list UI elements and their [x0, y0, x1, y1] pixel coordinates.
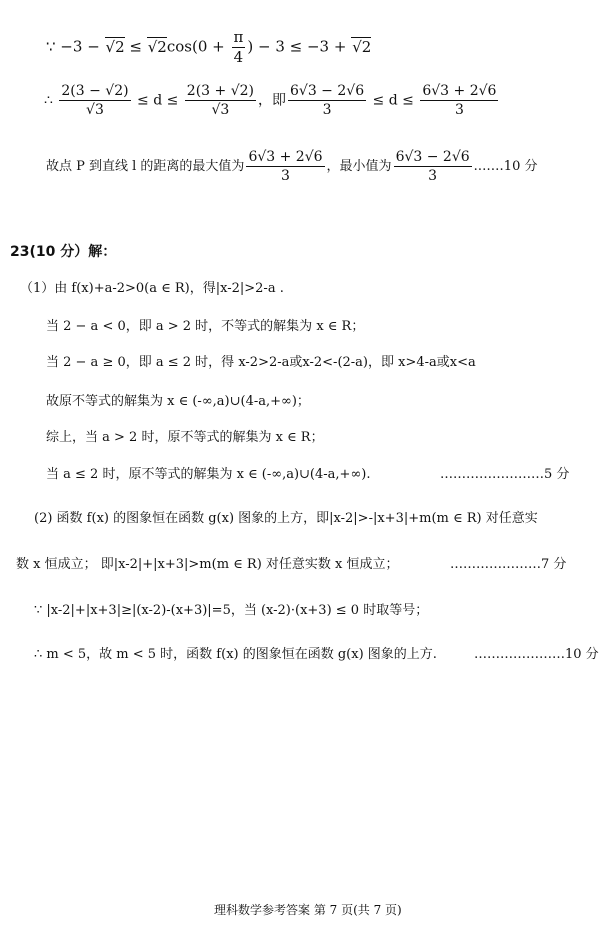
conclusion-text: 故点 P 到直线 l 的距离的最大值为 — [46, 159, 245, 174]
part-2-line-3: ∵ |x-2|+|x+3|≥|(x-2)-(x+3)|=5，当 (x-2)·(x+3) ≤ 0 时取等号； — [34, 603, 429, 618]
part-1-line-1: （1）由 f(x)+a-2>0(a ∈ R)，得|x-2|>2-a . — [20, 281, 284, 296]
eq1-pi-fraction — [232, 30, 246, 65]
fraction-denominator: 3 — [322, 102, 332, 118]
eq1-mid: ≤ — [124, 37, 147, 56]
eq2-fraction-3 — [288, 84, 366, 117]
eq2-fraction-2 — [185, 84, 256, 117]
eq2-ineq-1: ≤ d ≤ — [132, 92, 183, 109]
fraction-numerator: 6√3 − 2√6 — [290, 83, 365, 99]
score-5: ……………………5 分 — [440, 467, 570, 482]
fraction-denominator: 3 — [428, 168, 438, 184]
page-footer: 理科数学参考答案 第 7 页(共 7 页) — [214, 903, 402, 917]
eq2-fraction-1 — [59, 84, 130, 117]
eq1-sqrt-b: √2 — [147, 37, 167, 56]
part-2-line-1: (2) 函数 f(x) 的图象恒在函数 g(x) 图象的上方，即|x-2|>-|x+3|+m(m ∈ R) 对任意实 — [34, 511, 538, 526]
fraction-denominator: √3 — [211, 102, 230, 118]
eq1-post: ) − 3 ≤ −3 + — [247, 37, 352, 56]
part-1-line-3: 当 2 − a ≥ 0，即 a ≤ 2 时，得 x-2>2-a或x-2<-(2-a)，即 x>4-a或x<a — [46, 355, 476, 370]
eq1-sqrt-a: √2 — [105, 37, 125, 56]
max-distance-fraction — [246, 150, 324, 183]
eq2-ineq-2: ≤ d ≤ — [368, 92, 419, 109]
part-1-line-6: 当 a ≤ 2 时，原不等式的解集为 x ∈ (-∞,a)∪(4-a,+∞). — [46, 467, 371, 482]
eq1-pre: ∵ −3 − — [46, 37, 105, 56]
score-mark: .……10 分 — [473, 159, 538, 174]
eq1-sqrt-c: √2 — [352, 37, 372, 56]
fraction-denominator: 4 — [233, 48, 244, 66]
part-2-line-2: 数 x 恒成立； 即|x-2|+|x+3|>m(m ∈ R) 对任意实数 x 恒成立； — [16, 557, 399, 572]
min-distance-fraction — [394, 150, 472, 183]
fraction-numerator: 2(3 − √2) — [61, 83, 129, 99]
conclusion-line — [46, 150, 537, 183]
part-1-line-4: 故原不等式的解集为 x ∈ (-∞,a)∪(4-a,+∞)； — [46, 394, 310, 409]
fraction-denominator: √3 — [86, 102, 104, 118]
question-23-heading: 23(10 分）解： — [10, 244, 117, 260]
equation-line-1 — [46, 30, 371, 65]
part-2-line-4: ∴ m < 5，故 m < 5 时，函数 f(x) 的图象恒在函数 g(x) 图象的上方. — [34, 647, 437, 662]
fraction-numerator: 2(3 + √2) — [186, 83, 254, 99]
fraction-numerator: π — [233, 28, 244, 46]
part-1-line-2: 当 2 − a < 0，即 a > 2 时，不等式的解集为 x ∈ R； — [46, 319, 365, 334]
fraction-numerator: 6√3 + 2√6 — [422, 83, 497, 99]
eq2-ie: ，即 — [258, 92, 286, 109]
score-10: …………………10 分 — [474, 647, 599, 662]
fraction-numerator: 6√3 + 2√6 — [248, 149, 323, 165]
score-7: …………………7 分 — [450, 557, 567, 572]
fraction-denominator: 3 — [281, 168, 290, 184]
eq2-fraction-4 — [420, 84, 498, 117]
part-1-line-5: 综上，当 a > 2 时，原不等式的解集为 x ∈ R； — [46, 430, 324, 445]
equation-line-2 — [44, 84, 500, 117]
fraction-numerator: 6√3 − 2√6 — [395, 149, 470, 165]
therefore-symbol: ∴ — [44, 92, 58, 109]
conclusion-mid: ，最小值为 — [326, 159, 392, 174]
fraction-denominator: 3 — [454, 102, 464, 118]
eq1-cos: cos(0 + — [166, 37, 230, 56]
